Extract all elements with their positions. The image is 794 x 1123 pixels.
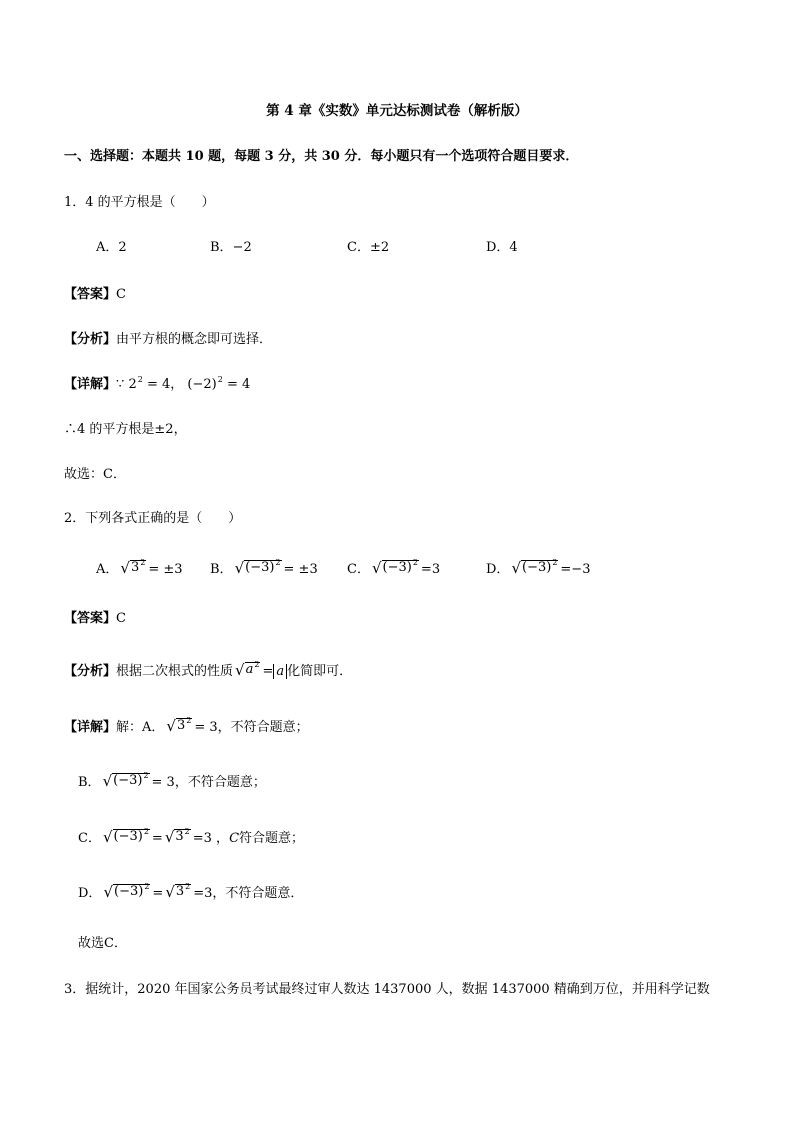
exponent: 2 — [185, 882, 191, 891]
radicand: 3 — [175, 829, 184, 844]
answer-label: 【答案】 — [64, 287, 117, 302]
radicand: (−3) — [113, 773, 143, 788]
q2-option-b-tail: = ±3 — [283, 562, 318, 577]
line-c-label: C． — [78, 831, 101, 846]
q1-exp-a: 2 — [137, 375, 143, 384]
q2-option-d-tail: =−3 — [560, 562, 591, 577]
detail-label: 【详解】 — [64, 720, 117, 735]
equals-sign: = — [262, 664, 274, 679]
q2-line-c — [78, 829, 304, 848]
q2-analysis-pre: 根据二次根式的性质 — [116, 664, 234, 679]
sqrt-symbol: √ $(-3)^2$ — [102, 827, 149, 846]
q1-analysis-text: 由平方根的概念即可选择． — [116, 332, 273, 347]
q2-choice: 故选C． — [78, 936, 127, 951]
q2-detail-a-tail: = 3，不符合题意； — [194, 720, 309, 735]
line-d-tail: =3，不符合题意． — [193, 886, 304, 901]
q2-option-c — [347, 560, 440, 579]
exponent: 2 — [140, 558, 146, 567]
sqrt-symbol: √ $(-3)^2$ — [103, 882, 150, 901]
q2-answer-value: C — [116, 611, 126, 626]
exponent: 2 — [552, 558, 558, 567]
radicand: (−3) — [522, 560, 552, 575]
line-b-label: B． — [78, 775, 101, 790]
radicand: 3 — [175, 884, 185, 899]
answer-label: 【答案】 — [64, 611, 117, 626]
q1-detail — [64, 376, 250, 395]
line-d-label: D． — [78, 886, 102, 901]
radicand: (−3) — [382, 560, 412, 575]
q2-option-c-label: C． — [347, 562, 370, 577]
sqrt-symbol: √ $(-3)^2$ — [371, 558, 418, 577]
exponent: 2 — [412, 558, 418, 567]
equals-sign: = — [151, 831, 163, 846]
q1-base-a: 2 — [128, 377, 137, 392]
sqrt-symbol: √ $3^2$ — [166, 716, 192, 735]
sqrt-symbol: √ $3^2$ — [164, 827, 190, 846]
q1-option-b: B．−2 — [210, 240, 252, 255]
q2-detail — [64, 718, 309, 737]
q2-analysis — [64, 662, 352, 681]
q2-stem: 2．下列各式正确的是（ ） — [64, 511, 242, 526]
q1-option-c: C．±2 — [347, 240, 390, 255]
q1-conclusion: ∴4 的平方根是±2， — [64, 422, 187, 437]
abs-var: a — [276, 664, 285, 679]
radicand: (−3) — [114, 884, 144, 899]
analysis-label: 【分析】 — [64, 332, 117, 347]
section-heading: 一、选择题：本题共 10 题，每题 3 分，共 30 分．每小题只有一个选项符合题目要求． — [64, 149, 579, 164]
sqrt-symbol: √ $(-3)^2$ — [102, 771, 149, 790]
absolute-value — [273, 664, 287, 679]
sqrt-symbol: √ $3^2$ — [120, 558, 146, 577]
q2-option-c-tail: =3 — [420, 562, 441, 577]
sqrt-symbol: √ $a^2$ — [235, 660, 260, 679]
q1-exp-b: 2 — [217, 375, 223, 384]
exponent: 2 — [275, 558, 281, 567]
q1-stem: 1．4 的平方根是（ ） — [64, 195, 215, 210]
radicand-var: a — [245, 662, 254, 677]
q2-option-a — [96, 560, 183, 579]
exponent: 2 — [144, 882, 150, 891]
q2-answer — [64, 610, 126, 628]
radicand: (−3) — [245, 560, 275, 575]
line-b-tail: = 3，不符合题意； — [151, 775, 266, 790]
sqrt-symbol: √ $(-3)^2$ — [511, 558, 558, 577]
q2-line-d — [78, 884, 303, 903]
q1-base-b: (−2) — [187, 377, 217, 392]
sqrt-symbol: √ $(-3)^2$ — [234, 558, 281, 577]
exponent: 2 — [184, 827, 190, 836]
q2-option-b — [210, 560, 318, 579]
q1-option-d: D．4 — [486, 240, 518, 255]
q1-eq-a: = 4， — [146, 377, 184, 392]
line-c-tail: =3 ， — [192, 831, 230, 846]
q1-option-a: A．2 — [96, 240, 127, 255]
q1-analysis — [64, 331, 272, 349]
q2-option-b-label: B． — [210, 562, 233, 577]
q2-line-b — [78, 773, 266, 792]
q1-eq-b: = 4 — [226, 377, 251, 392]
radicand: (−3) — [113, 829, 143, 844]
exponent: 2 — [186, 716, 192, 725]
q1-answer — [64, 286, 126, 304]
q1-answer-value: C — [116, 287, 126, 302]
q1-because: ∵ — [116, 377, 125, 392]
line-c-end: 符合题意； — [239, 831, 305, 846]
exponent: 2 — [143, 827, 149, 836]
exponent: 2 — [254, 660, 260, 669]
q2-analysis-post: 化简即可． — [287, 664, 353, 679]
document-title: 第 4 章《实数》单元达标测试卷（解析版） — [266, 103, 528, 119]
exponent: 2 — [143, 771, 149, 780]
sqrt-symbol: √ $3^2$ — [165, 882, 191, 901]
q1-choice: 故选：C． — [64, 467, 126, 482]
radicand: 3 — [176, 718, 186, 733]
q2-option-d — [486, 560, 590, 579]
analysis-label: 【分析】 — [64, 664, 117, 679]
q2-detail-pre: 解：A． — [116, 720, 165, 735]
q2-option-d-label: D． — [486, 562, 510, 577]
line-c-letter: C — [229, 831, 240, 846]
radicand: 3 — [130, 560, 140, 575]
detail-label: 【详解】 — [64, 377, 117, 392]
q2-option-a-tail: = ±3 — [148, 562, 183, 577]
q3-stem: 3．据统计，2020 年国家公务员考试最终过审人数达 1437000 人，数据 1437000 精确到万位，并用科学记数 — [64, 982, 710, 997]
equals-sign: = — [152, 886, 164, 901]
q2-option-a-label: A． — [96, 562, 119, 577]
